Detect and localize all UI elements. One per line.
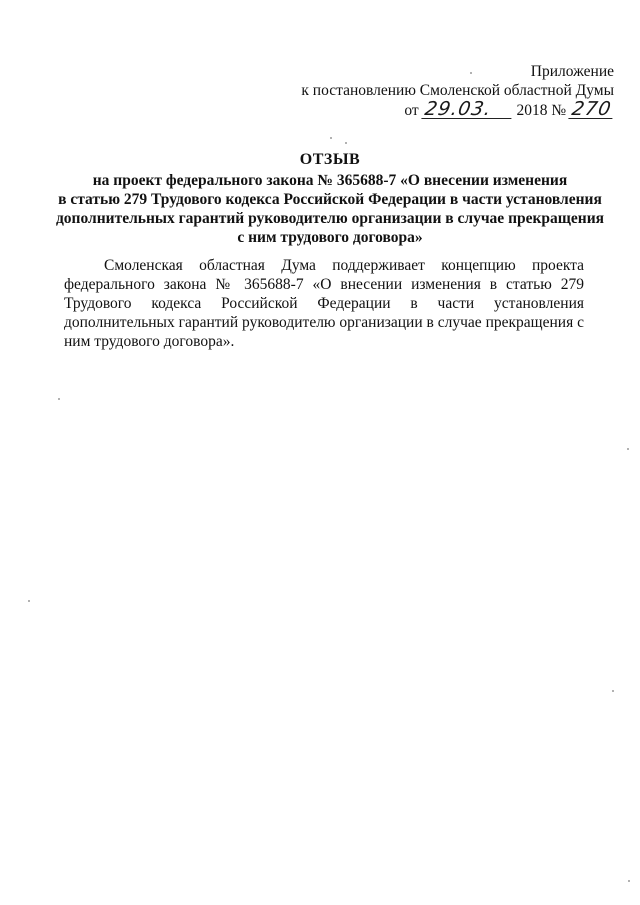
date-number-line bbox=[254, 100, 614, 120]
body-paragraph: Смоленская областная Дума поддерживает концепцию проекта федерального закона № 365688-7 «О внесении изменения в статью 279 Трудового кодекса Российской Федерации в части установления дополнительных гарантий руководителю организации в случае прекращения с ним трудового договора». bbox=[64, 257, 584, 350]
handwritten-date: 29.03. bbox=[421, 100, 514, 119]
scan-speck bbox=[330, 137, 332, 139]
title-line-3: дополнительных гарантий руководителю организации в случае прекращения bbox=[55, 210, 605, 227]
handwritten-number: 270 bbox=[568, 100, 615, 119]
scan-speck bbox=[627, 448, 629, 450]
scan-speck bbox=[470, 72, 472, 74]
scan-speck bbox=[58, 398, 60, 400]
year-label: 2018 № bbox=[516, 102, 567, 119]
title-heading: ОТЗЫВ bbox=[299, 151, 361, 168]
appendix-label: Приложение bbox=[530, 63, 614, 80]
scan-speck bbox=[628, 880, 630, 882]
resolution-reference: к постановлению Смоленской областной Думы bbox=[301, 82, 614, 99]
document-title bbox=[40, 150, 620, 247]
title-line-1: на проект федерального закона № 365688-7 «О внесении изменения bbox=[92, 172, 568, 189]
scan-speck bbox=[345, 142, 347, 144]
scan-speck bbox=[612, 690, 614, 692]
from-label: от bbox=[404, 102, 419, 119]
title-line-2: в статью 279 Трудового кодекса Российской Федерации в части установления bbox=[58, 191, 602, 208]
title-line-4: с ним трудового договора» bbox=[237, 229, 423, 246]
scan-speck bbox=[28, 600, 30, 602]
appendix-header bbox=[254, 62, 614, 120]
